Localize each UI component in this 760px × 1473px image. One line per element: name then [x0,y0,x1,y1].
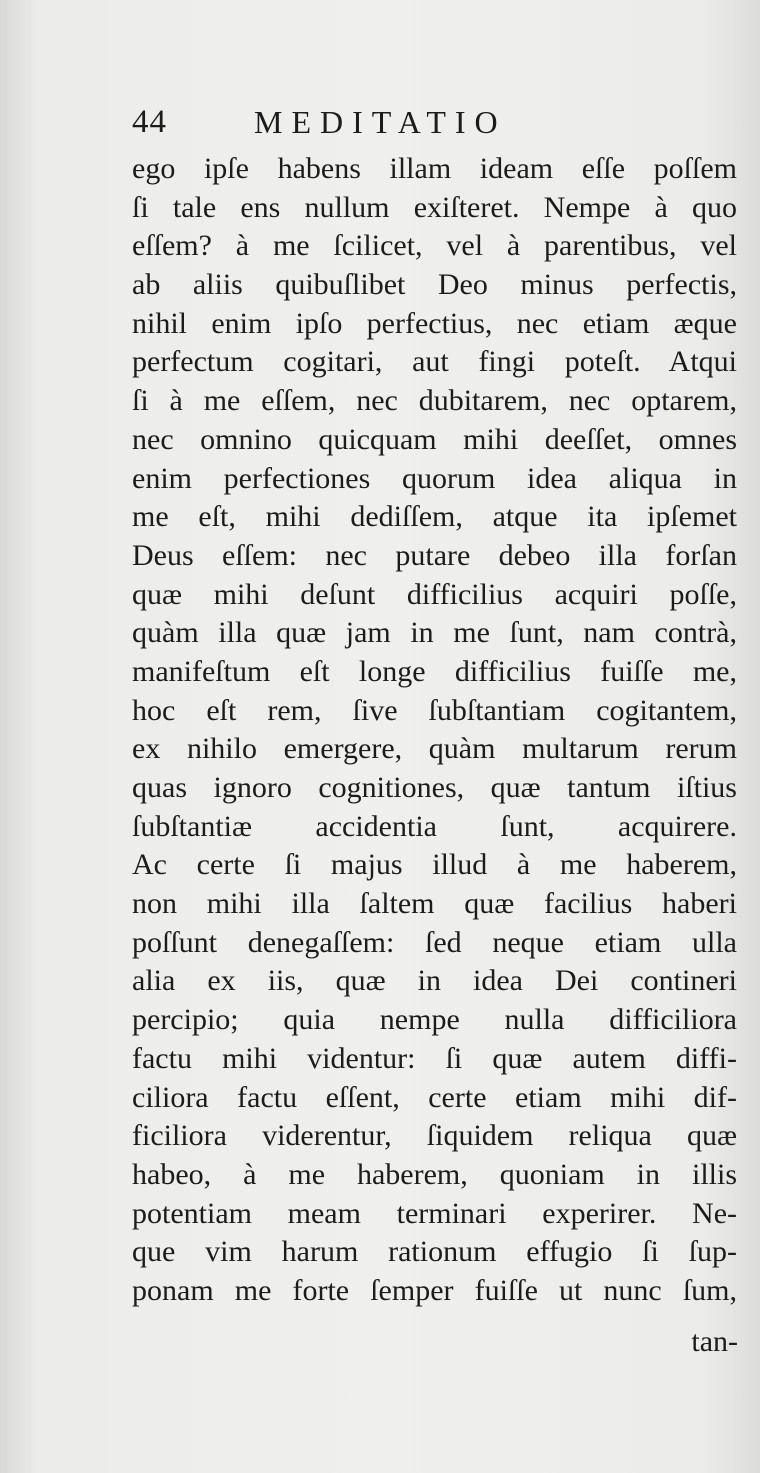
page-header [132,104,602,150]
catchword: tan- [691,1325,738,1358]
text-line: nec omnino quicquam mihi deeſſet, omnes [132,422,737,456]
text-line: factu mihi videntur: ſi quæ autem diffi- [132,1041,737,1075]
page-number: 44 [132,104,167,140]
text-line: ponam me forte ſemper fuiſſe ut nunc ſum, [132,1273,737,1307]
text-line: nihil enim ipſo perfectius, nec etiam æque [132,306,737,340]
text-line: que vim harum rationum effugio ſi ſup- [132,1235,737,1269]
text-line: eſſem? à me ſcilicet, vel à parentibus, vel [132,229,737,263]
text-line: ſi à me eſſem, nec dubitarem, nec optarem, [132,384,737,418]
text-line: quas ignoro cognitiones, quæ tantum iſtius [132,771,737,804]
text-line: Deus eſſem: nec putare debeo illa forſan [132,538,737,572]
text-line: ſubſtantiæ accidentia ſunt, acquirere. [132,809,737,843]
text-line: non mihi illa ſaltem quæ facilius haberi [132,887,737,921]
text-line: quæ mihi deſunt difficilius acquiri poſſe, [132,577,737,611]
text-line: alia ex iis, quæ in idea Dei contineri [132,964,737,998]
text-line: ex nihilo emergere, quàm multarum rerum [132,732,737,766]
text-line: quàm illa quæ jam in me ſunt, nam contrà, [132,616,737,650]
body-text [132,150,737,1311]
text-line: ficiliora viderentur, ſiquidem reliqua quæ [132,1119,737,1153]
text-line: hoc eſt rem, ſive ſubſtantiam cogitantem, [132,693,737,727]
text-line: potentiam meam terminari experirer. Ne- [132,1196,737,1230]
text-line: ab aliis quibuſlibet Deo minus perfectis, [132,268,737,302]
text-line: me eſt, mihi dediſſem, atque ita ipſemet [132,500,737,534]
text-line: Ac certe ſi majus illud à me haberem, [132,848,737,882]
text-line: ego ipſe habens illam ideam eſſe poſſem [132,152,737,185]
text-line: habeo, à me haberem, quoniam in illis [132,1157,737,1191]
text-line: enim perfectiones quorum idea aliqua in [132,461,737,495]
text-line: ſi tale ens nullum exiſteret. Nempe à quo [132,190,737,224]
text-line: ciliora factu eſſent, certe etiam mihi dif- [132,1080,737,1114]
text-line: poſſunt denegaſſem: ſed neque etiam ulla [132,925,737,959]
running-head: MEDITATIO [254,104,507,140]
text-line: perfectum cogitari, aut fingi poteſt. Atqui [132,345,737,379]
text-line: percipio; quia nempe nulla difficiliora [132,1003,737,1037]
text-line: manifeſtum eſt longe difficilius fuiſſe me, [132,654,737,688]
